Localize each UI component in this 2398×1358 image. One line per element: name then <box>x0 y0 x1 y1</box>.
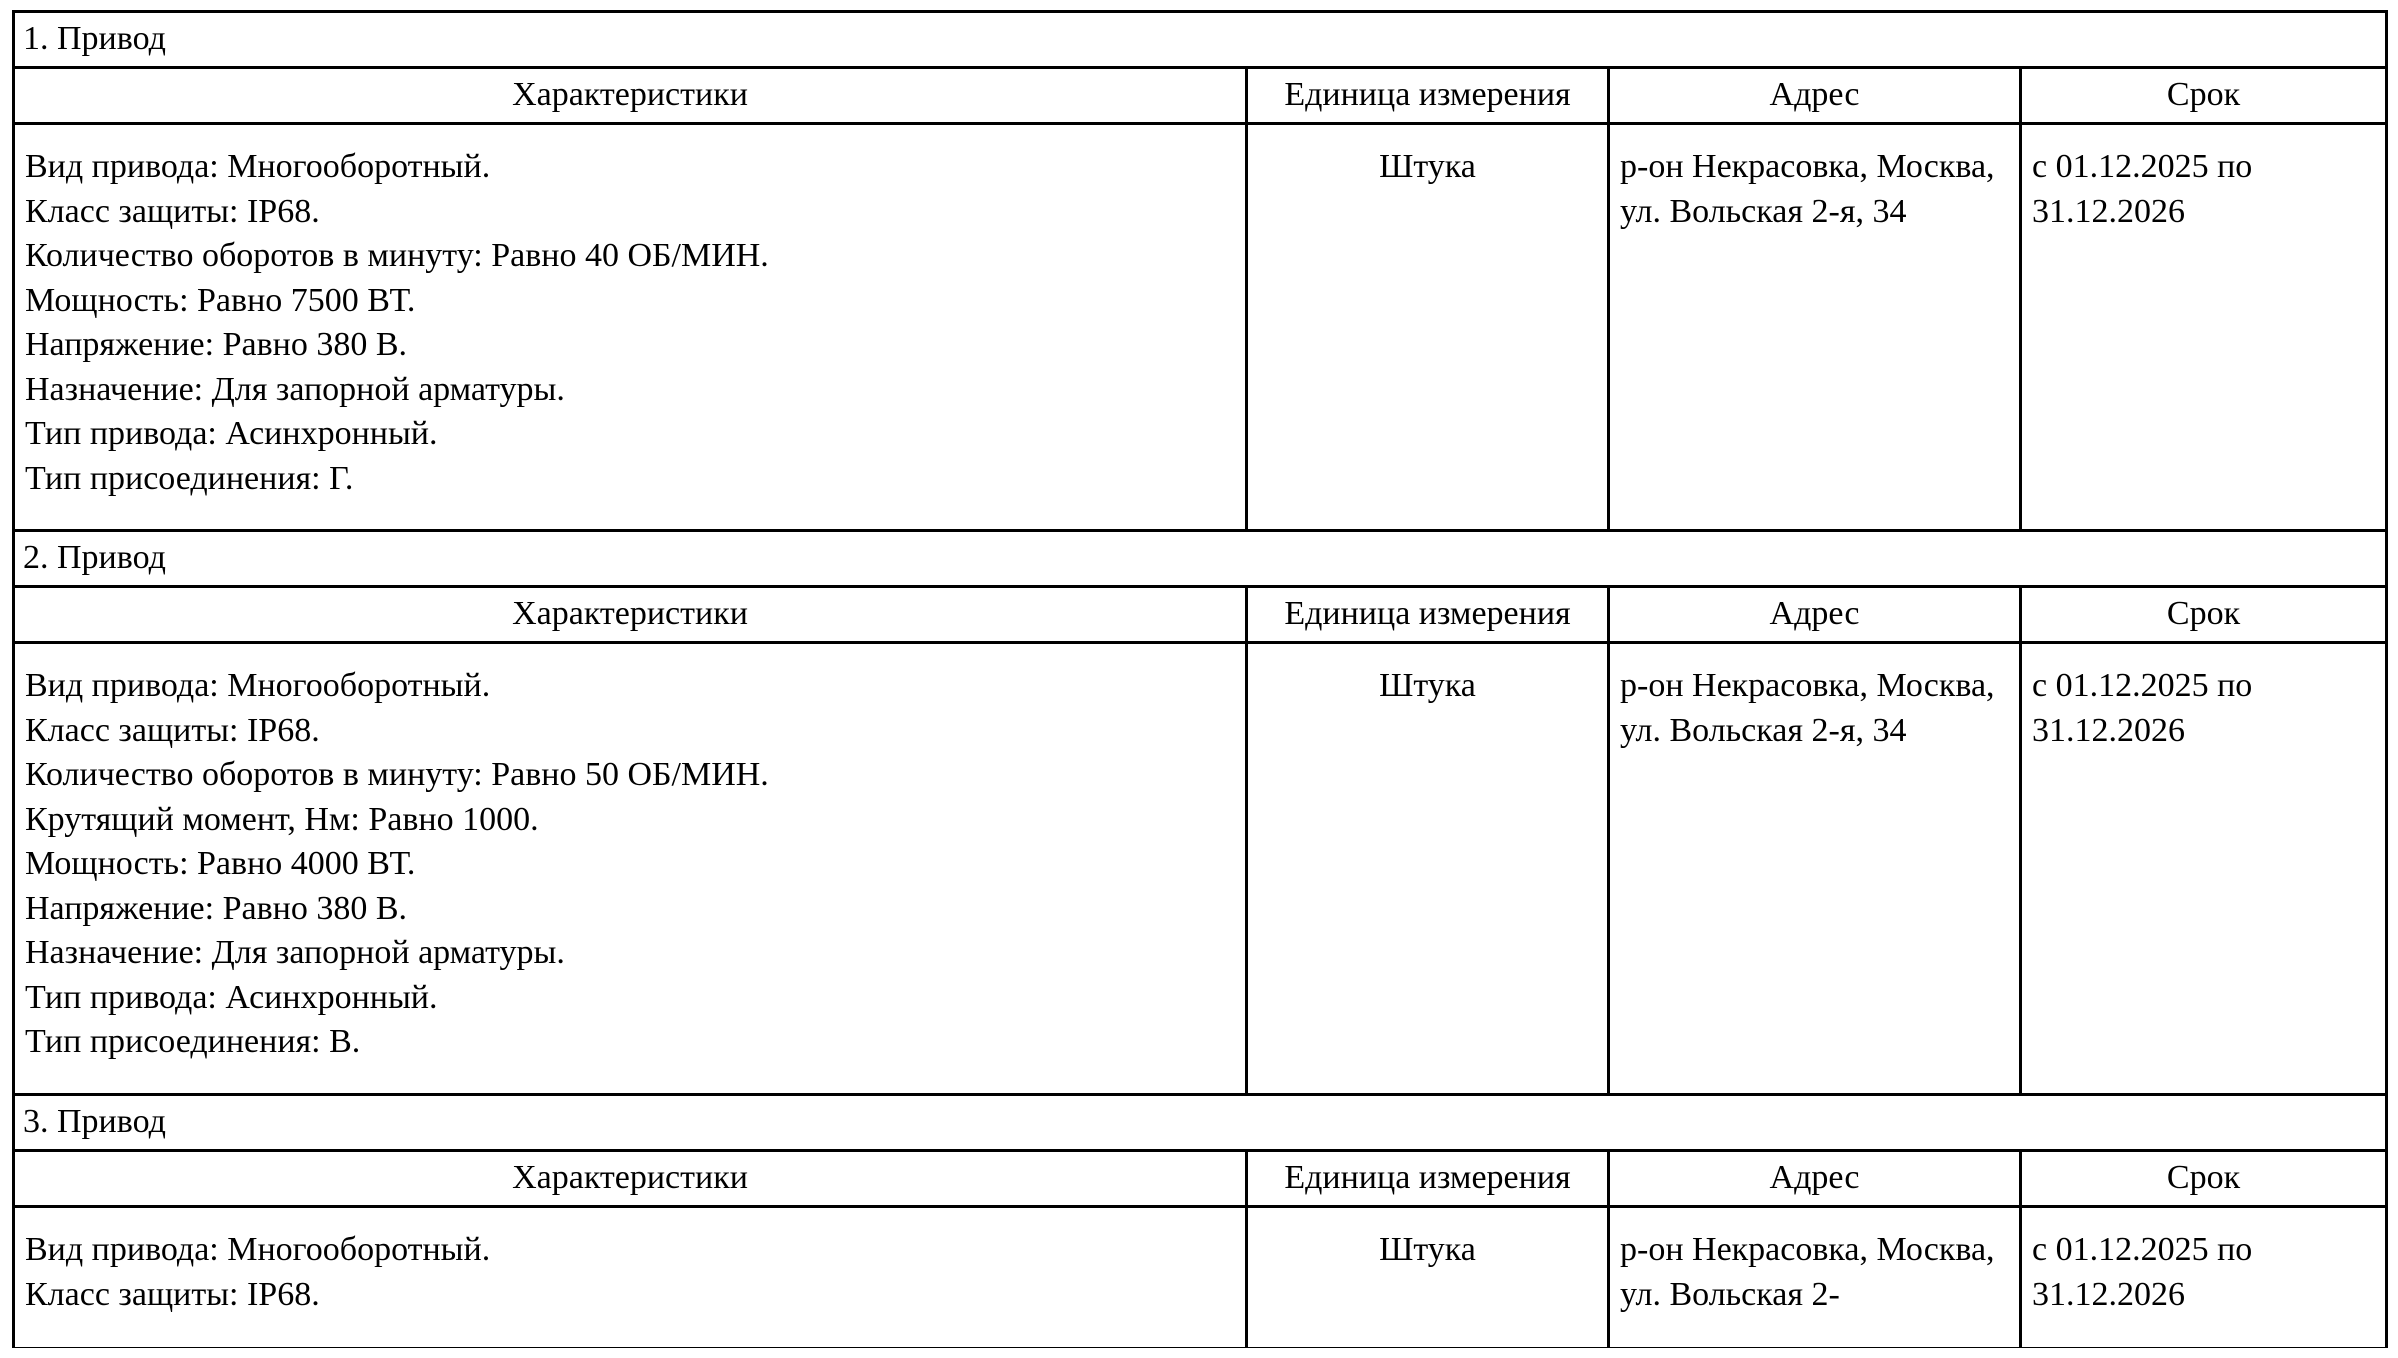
spec-line: Напряжение: Равно 380 В. <box>25 326 408 363</box>
table-row <box>15 1208 2385 1348</box>
item-title: 1. Привод <box>15 13 2385 69</box>
spec-line: Тип присоединения: В. <box>25 1023 361 1060</box>
spec-line: Мощность: Равно 4000 ВТ. <box>25 845 416 882</box>
spec-line: Класс защиты: IP68. <box>25 1275 320 1313</box>
spec-line: Тип привода: Асинхронный. <box>25 978 438 1016</box>
table-row <box>15 644 2385 1096</box>
spec-line: Класс защиты: IP68. <box>25 192 320 230</box>
header-characteristics: Характеристики <box>15 588 1248 641</box>
characteristics-cell <box>15 644 1248 1093</box>
spec-table <box>12 10 2388 1348</box>
header-term: Срок <box>2166 595 2241 632</box>
header-address: Адрес <box>1610 1152 2022 1205</box>
spec-line: Тип привода: Асинхронный. <box>25 415 438 452</box>
item-title: 2. Привод <box>15 532 2385 588</box>
header-characteristics: Характеристики <box>15 69 1248 122</box>
term-cell: с 01.12.2025 по 31.12.2026 <box>2032 667 2253 749</box>
spec-line: Класс защиты: IP68. <box>25 711 320 749</box>
spec-line: Назначение: Для запорной арматуры. <box>25 370 565 408</box>
spec-line: Вид привода: Многооборотный. <box>25 667 491 704</box>
item-title: 3. Привод <box>15 1096 2385 1152</box>
table-header-row <box>15 69 2385 125</box>
unit-cell: Штука <box>1248 644 1610 1093</box>
address-cell: р-он Некрасовка, Москва, ул. Вольская 2-я, 34 <box>1610 644 2022 1093</box>
header-characteristics: Характеристики <box>15 1152 1248 1205</box>
unit-cell: Штука <box>1248 125 1610 529</box>
header-term: Срок <box>2166 76 2241 113</box>
spec-line: Тип присоединения: Г. <box>25 459 354 497</box>
address-cell: р-он Некрасовка, Москва, ул. Вольская 2- <box>1610 1208 2022 1347</box>
term-cell: с 01.12.2025 по 31.12.2026 <box>2032 1231 2253 1313</box>
spec-line: Мощность: Равно 7500 ВТ. <box>25 281 416 319</box>
spec-line: Вид привода: Многооборотный. <box>25 1231 491 1268</box>
term-cell: с 01.12.2025 по 31.12.2026 <box>2032 148 2253 230</box>
spec-line: Количество оборотов в минуту: Равно 50 ОБ/МИН. <box>25 756 769 793</box>
header-unit: Единица измерения <box>1248 588 1610 641</box>
table-header-row <box>15 588 2385 644</box>
header-address: Адрес <box>1610 69 2022 122</box>
spec-line: Количество оборотов в минуту: Равно 40 ОБ/МИН. <box>25 237 769 274</box>
header-unit: Единица измерения <box>1248 1152 1610 1205</box>
table-header-row <box>15 1152 2385 1208</box>
unit-cell: Штука <box>1248 1208 1610 1347</box>
table-row <box>15 125 2385 532</box>
spec-line: Крутящий момент, Нм: Равно 1000. <box>25 800 539 838</box>
spec-line: Назначение: Для запорной арматуры. <box>25 934 565 971</box>
address-cell: р-он Некрасовка, Москва, ул. Вольская 2-я, 34 <box>1610 125 2022 529</box>
header-term: Срок <box>2166 1159 2241 1196</box>
header-unit: Единица измерения <box>1248 69 1610 122</box>
characteristics-cell <box>15 125 1248 529</box>
characteristics-cell <box>15 1208 1248 1347</box>
header-address: Адрес <box>1610 588 2022 641</box>
spec-line: Вид привода: Многооборотный. <box>25 148 491 185</box>
spec-line: Напряжение: Равно 380 В. <box>25 889 408 927</box>
